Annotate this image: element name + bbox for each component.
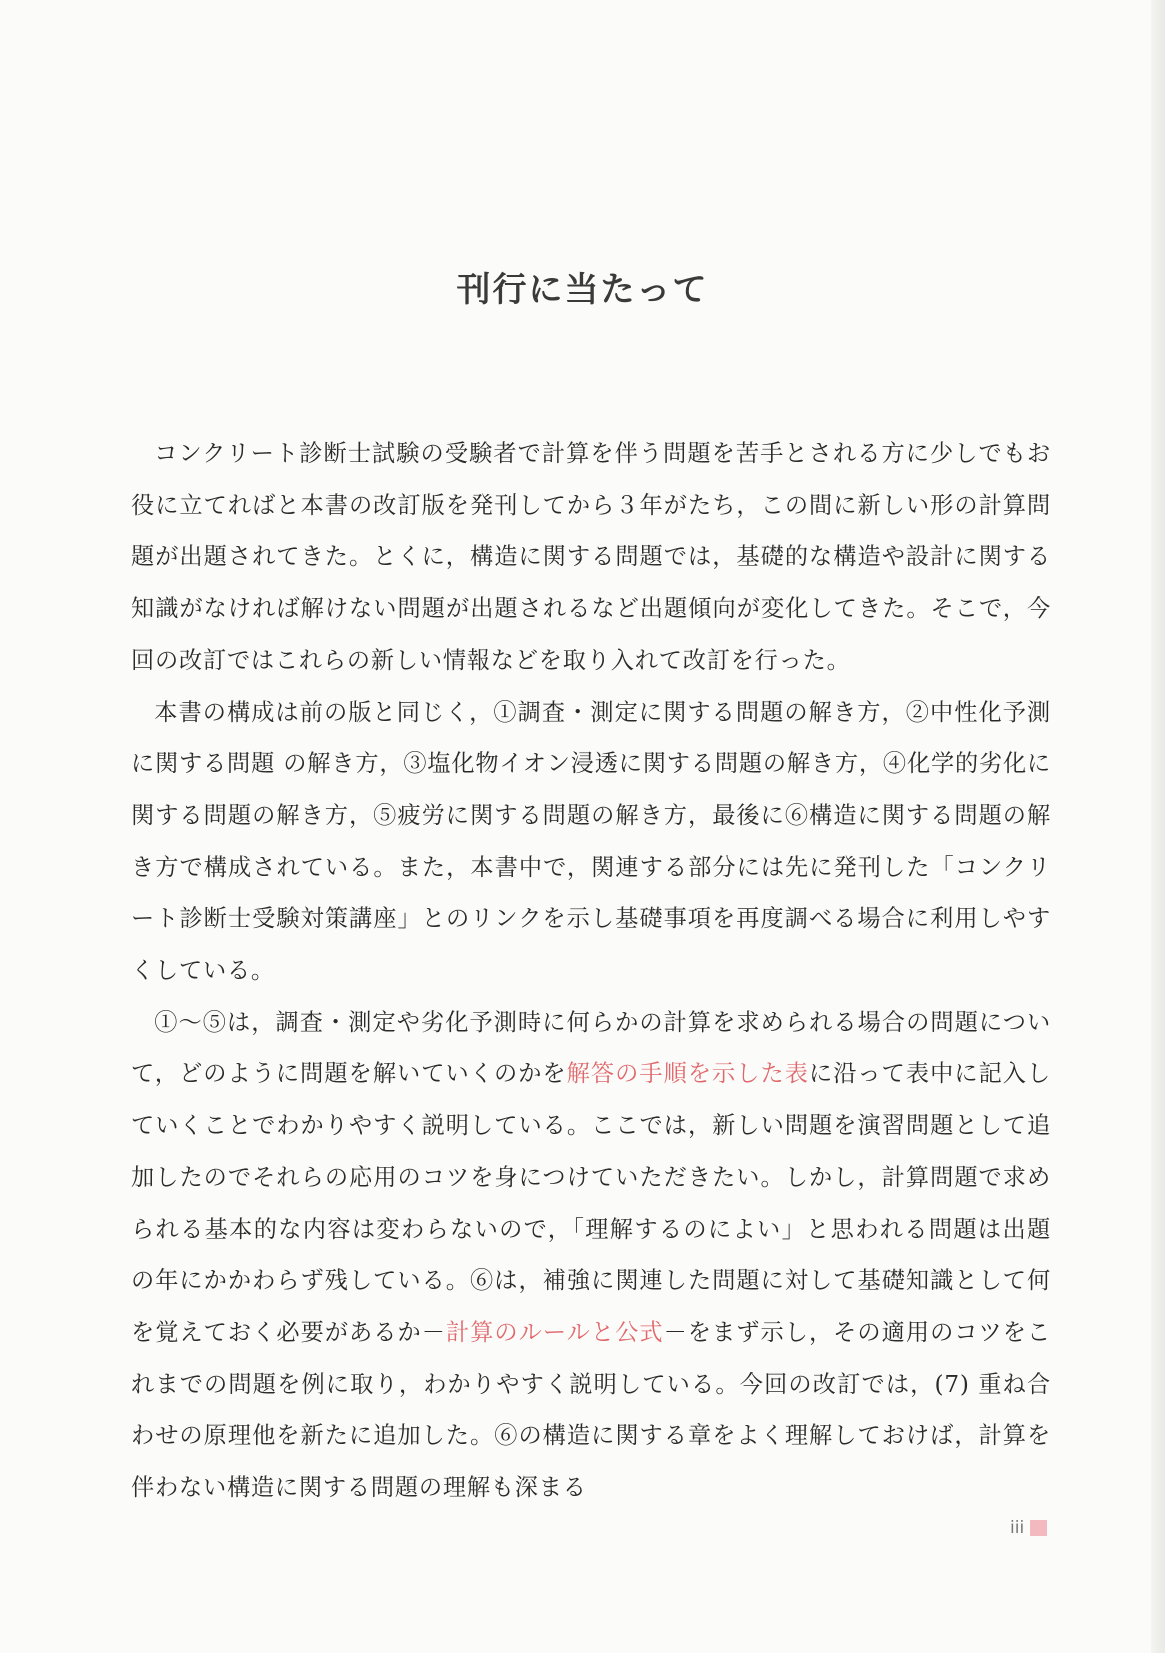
paragraph-3 [131,997,1051,1514]
text-segment: 本書の構成は前の版と同じく，①調査・測定に関する問題の解き方，②中性化予測に関する問題 の解き方，③塩化物イオン浸透に関する問題の解き方，④化学的劣化に関する問題の解き方，⑤疲労に関する問題の解き方，最後に⑥構造に関する問題の解き方で構成されている。また，本書中で，関連する部分には先に発刊した「コンクリート診断士受験対策講座」とのリンクを示し基礎事項を再度調べる場合に利用しやすくしている。 [131,698,1051,985]
folio-square-icon [1030,1520,1047,1536]
page-edge [1151,0,1165,1653]
text-segment: －をまず示し，その適用のコツをこれまでの問題を例に取り，わかりやすく説明している。今回の改訂では，(7) 重ね合わせの原理他を新たに追加した。⑥の構造に関する章をよく理解しておけば，計算を伴わない構造に関する問題の理解も深まる [131,1318,1051,1502]
highlighted-text: 解答の手順を示した表 [566,1060,809,1088]
page-folio [1010,1518,1047,1538]
body-text [131,428,1051,1514]
highlighted-text: 計算のルールと公式 [445,1318,664,1346]
page-number: iii [1010,1518,1025,1538]
text-segment: ①～⑤は，調査・測定や劣化予測時に何らかの計算を求められる場合の問題について，どのように問題を解いていくのかを [131,1008,1051,1088]
text-segment: コンクリート診断士試験の受験者で計算を伴う問題を苦手とされる方に少しでもお役に立てればと本書の改訂版を発刊してから３年がたち，この間に新しい形の計算問題が出題されてきた。とくに，構造に関する問題では，基礎的な構造や設計に関する知識がなければ解けない問題が出題されるなど出題傾向が変化してきた。そこで，今回の改訂ではこれらの新しい情報などを取り入れて改訂を行った。 [131,440,1051,674]
page-title: 刊行に当たって [456,270,709,310]
paragraph-1 [131,428,1051,687]
paragraph-2 [131,687,1051,997]
text-segment: に沿って表中に記入していくことでわかりやすく説明している。ここでは，新しい問題を演習問題として追加したのでそれらの応用のコツを身につけていただきたい。しかし，計算問題で求められる基本的な内容は変わらないので，「理解するのによい」と思われる問題は出題の年にかかわらず残している。⑥は，補強に関連した問題に対して基礎知識として何を覚えておく必要があるか－ [131,1060,1052,1346]
